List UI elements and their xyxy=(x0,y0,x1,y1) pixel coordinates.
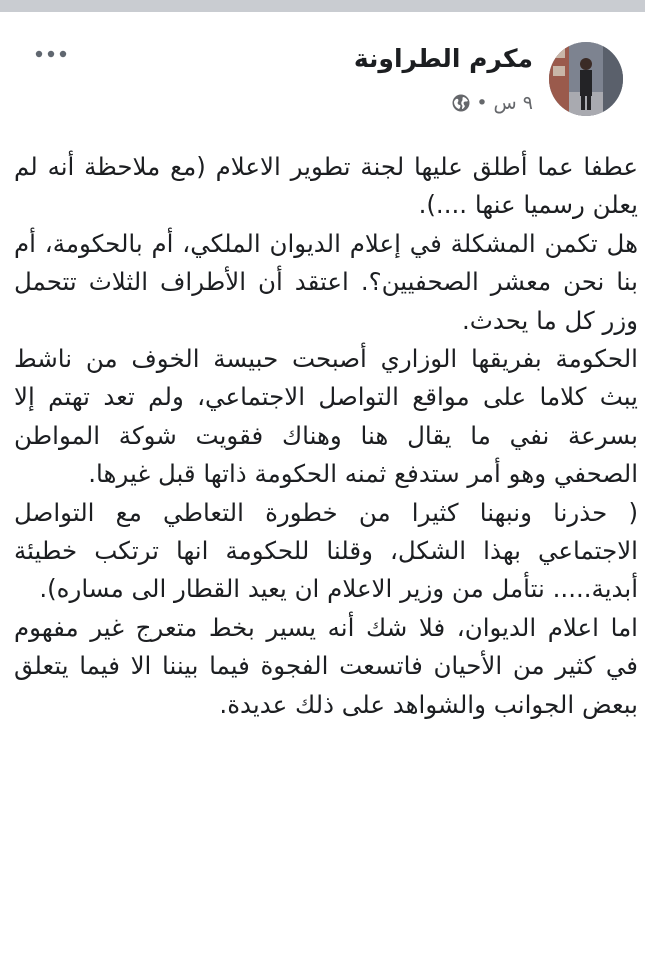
post-meta xyxy=(452,92,533,114)
post-paragraph: اما اعلام الديوان، فلا شك أنه يسير بخط متعرج غير مفهوم في كثير من الأحيان فاتسعت الفجوة فيما بيننا الا فيما يتعلق ببعض الجوانب والشواهد على ذلك عديدة. xyxy=(14,612,638,719)
post-author-name[interactable]: مكرم الطراونة xyxy=(353,44,533,73)
top-divider xyxy=(0,0,645,12)
post-paragraph: الحكومة بفريقها الوزاري أصبحت حبيسة الخوف من ناشط يبث كلاما على مواقع التواصل الاجتماعي، ولم تعد تهتم إلا بسرعة نفي ما يقال هنا وهناك فقويت شوكة المواطن الصحفي وهو أمر ستدفع ثمنه الحكومة ذاتها قبل غيرها. xyxy=(14,344,638,489)
more-options-icon[interactable] xyxy=(34,46,68,60)
post-header xyxy=(0,30,645,130)
globe-icon xyxy=(452,94,470,112)
post-paragraph: ( حذرنا ونبهنا كثيرا من خطورة التعاطي مع التواصل الاجتماعي بهذا الشكل، وقلنا للحكومة انها ترتكب خطيئة أبدية..... نتأمل من وزير الاعلام ان يعيد القطار الى مساره). xyxy=(14,497,638,604)
post-paragraph: هل تكمن المشكلة في إعلام الديوان الملكي، أم بالحكومة، أم بنا نحن معشر الصحفيين؟. اعتقد أن الأطراف الثلاث تتحمل وزر كل ما يحدث. xyxy=(14,228,638,335)
post-paragraph: عطفا عما أطلق عليها لجنة تطوير الاعلام (مع ملاحظة أنه لم يعلن رسميا عنها ....). xyxy=(14,152,638,220)
avatar[interactable] xyxy=(549,42,623,116)
meta-separator: • xyxy=(476,92,488,114)
post-body xyxy=(14,148,638,724)
post-time[interactable]: ٩ س xyxy=(493,92,533,114)
